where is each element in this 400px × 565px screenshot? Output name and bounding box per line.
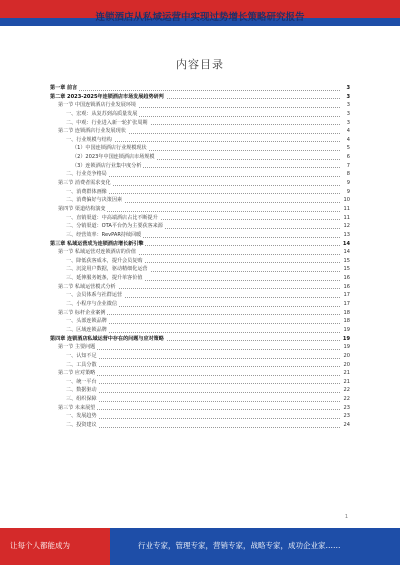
toc-entry-page: 11: [340, 214, 350, 223]
toc-entry-page: 23: [340, 404, 350, 413]
toc-entry[interactable]: [50, 395, 350, 404]
toc-entry-page: 13: [340, 231, 350, 240]
toc-entry-title: 第一节 中国连锁酒店行业发展环境: [50, 102, 138, 108]
toc-entry-page: 20: [340, 361, 350, 370]
toc-entry-page: 3: [340, 84, 350, 93]
toc-entry-page: 10: [340, 196, 350, 205]
toc-entry-page: 15: [340, 257, 350, 266]
toc-entry-title: 一、头部连锁品牌: [50, 318, 109, 324]
toc-entry[interactable]: [50, 153, 350, 162]
toc-entry-title: 第四节 渠道结构演变: [50, 206, 107, 212]
toc-entry-title: 第二节 连锁酒店行业发展现状: [50, 128, 128, 134]
toc-entry[interactable]: [50, 214, 350, 223]
toc-entry[interactable]: [50, 343, 350, 352]
toc-entry-page: 24: [340, 421, 350, 430]
toc-entry-title: 二、分销渠道：OTA平台仍为主要获客来源: [50, 223, 165, 229]
toc-entry[interactable]: [50, 257, 350, 266]
toc-entry[interactable]: [50, 93, 350, 102]
toc-entry-title: 二、沉淀用户数据，驱动精细化运营: [50, 266, 150, 272]
toc-entry-title: 第一节 私域运营对连锁酒店的价值: [50, 249, 138, 255]
toc-entry-page: 19: [340, 343, 350, 352]
toc-entry-title: 二、数据驱动: [50, 387, 99, 393]
toc-entry-page: 3: [340, 110, 350, 119]
toc-entry-title: （2）2023年中国连锁酒店市场规模: [50, 154, 156, 160]
toc-entry[interactable]: [50, 205, 350, 214]
toc-entry-title: 一、宏观：从复苏到高质量发展: [50, 111, 139, 117]
toc-entry-title: 第三章 私域运营成为连锁酒店增长新引擎: [50, 240, 144, 247]
toc-entry[interactable]: [50, 119, 350, 128]
footer-slogan-right: 行业专家，管理专家，营销专家，战略专家，成功企业家……: [138, 541, 341, 550]
toc-entry[interactable]: [50, 300, 350, 309]
toc-entry-page: 5: [340, 144, 350, 153]
toc-entry-page: 6: [340, 153, 350, 162]
toc-entry-title: 第三节 标杆企业案例: [50, 310, 107, 316]
toc-entry[interactable]: [50, 240, 350, 249]
toc-entry-title: 二、小程序与企业微信: [50, 301, 119, 307]
toc-entry-title: 第二章 2023-2025年连锁酒店市场发展趋势研判: [50, 93, 164, 100]
toc-entry[interactable]: [50, 326, 350, 335]
toc-entry-page: 4: [340, 136, 350, 145]
toc-entry[interactable]: [50, 144, 350, 153]
toc-entry[interactable]: [50, 335, 350, 344]
toc-entry-title: 一、发展趋势: [50, 413, 99, 419]
table-of-contents: [50, 84, 350, 430]
toc-entry-title: （1）中国连锁酒店行业规模现状: [50, 145, 149, 151]
toc-entry[interactable]: [50, 291, 350, 300]
toc-entry-title: 第四章 连锁酒店私域运营中存在的问题与应对策略: [50, 335, 164, 342]
toc-entry-title: 一、行业规模与结构: [50, 137, 114, 143]
toc-entry-page: 3: [340, 93, 350, 102]
toc-entry[interactable]: [50, 404, 350, 413]
toc-entry-page: 21: [340, 369, 350, 378]
toc-entry-page: 9: [340, 179, 350, 188]
toc-entry[interactable]: [50, 274, 350, 283]
toc-entry-title: 一、统一平台: [50, 379, 99, 385]
toc-entry-page: 8: [340, 170, 350, 179]
toc-entry-title: （3）连锁酒店行业集中度分析: [50, 163, 143, 169]
toc-entry-page: 18: [340, 317, 350, 326]
toc-entry-page: 22: [340, 386, 350, 395]
toc-entry[interactable]: [50, 309, 350, 318]
toc-entry-title: 第二节 私域运营模式分析: [50, 284, 118, 290]
toc-entry-page: 7: [340, 162, 350, 171]
toc-entry-page: 18: [340, 309, 350, 318]
toc-entry-title: 第二节 应对策略: [50, 370, 97, 376]
toc-entry[interactable]: [50, 386, 350, 395]
toc-entry-page: 19: [340, 335, 350, 344]
toc-entry[interactable]: [50, 352, 350, 361]
toc-entry-page: 22: [340, 395, 350, 404]
toc-entry[interactable]: [50, 162, 350, 171]
toc-entry[interactable]: [50, 283, 350, 292]
toc-entry-page: 12: [340, 222, 350, 231]
toc-entry-page: 3: [340, 119, 350, 128]
toc-entry-title: 二、工具分散: [50, 362, 99, 368]
toc-entry-page: 3: [340, 101, 350, 110]
toc-entry[interactable]: [50, 170, 350, 179]
toc-entry-title: 一、认知不足: [50, 353, 99, 359]
toc-entry-title: 第一章 前言: [50, 85, 78, 91]
toc-entry-title: 二、中观：行业进入新一轮扩张周期: [50, 120, 150, 126]
toc-entry[interactable]: [50, 378, 350, 387]
toc-entry-title: 二、投资建议: [50, 422, 99, 428]
toc-entry[interactable]: [50, 179, 350, 188]
toc-entry[interactable]: [50, 101, 350, 110]
toc-entry[interactable]: [50, 248, 350, 257]
document-title: 连锁酒店从私域运营中实现过势增长策略研究报告: [95, 12, 305, 23]
toc-dot-leader: [50, 90, 340, 91]
toc-entry[interactable]: [50, 369, 350, 378]
toc-entry[interactable]: [50, 265, 350, 274]
toc-entry-title: 二、行业竞争格局: [50, 171, 109, 177]
toc-entry[interactable]: [50, 188, 350, 197]
footer-slogan-left: 让每个人都能成为: [10, 541, 70, 550]
toc-entry-page: 21: [340, 378, 350, 387]
toc-entry-page: 4: [340, 127, 350, 136]
toc-entry[interactable]: [50, 136, 350, 145]
toc-heading: 内容目录: [176, 58, 224, 71]
toc-entry[interactable]: [50, 127, 350, 136]
toc-entry-title: 一、直销渠道：中高端酒店占比不断提升: [50, 215, 160, 221]
toc-entry-page: 16: [340, 283, 350, 292]
toc-entry-title: 一、降低获客成本，提升会员复购: [50, 258, 144, 264]
toc-entry-page: 17: [340, 300, 350, 309]
toc-entry-title: 三、延伸服务链条，提升单客价值: [50, 275, 144, 281]
toc-entry-page: 9: [340, 188, 350, 197]
toc-entry-title: 二、消费偏好与决策因素: [50, 197, 124, 203]
page-number: 1: [344, 514, 348, 520]
toc-entry-page: 23: [340, 412, 350, 421]
toc-entry[interactable]: [50, 231, 350, 240]
toc-entry[interactable]: [50, 317, 350, 326]
toc-entry[interactable]: [50, 412, 350, 421]
toc-entry[interactable]: [50, 196, 350, 205]
toc-entry-page: 15: [340, 265, 350, 274]
toc-entry-title: 第一节 主要问题: [50, 344, 97, 350]
toc-entry-page: 17: [340, 291, 350, 300]
toc-entry-page: 16: [340, 274, 350, 283]
toc-entry-page: 11: [340, 205, 350, 214]
toc-entry[interactable]: [50, 110, 350, 119]
toc-entry-page: 14: [340, 240, 350, 249]
toc-entry[interactable]: [50, 361, 350, 370]
toc-entry[interactable]: [50, 222, 350, 231]
toc-entry-title: 一、会员体系与社群运营: [50, 292, 124, 298]
toc-entry-title: 三、经营效率：RevPAR持续回暖: [50, 232, 143, 238]
toc-entry-title: 第三节 未来展望: [50, 405, 97, 411]
toc-entry-title: 三、组织保障: [50, 396, 99, 402]
toc-entry-title: 二、区域连锁品牌: [50, 327, 109, 333]
toc-entry[interactable]: [50, 421, 350, 430]
toc-entry[interactable]: [50, 84, 350, 93]
toc-entry-page: 19: [340, 326, 350, 335]
toc-entry-page: 14: [340, 248, 350, 257]
toc-entry-title: 第三节 消费者需求变化: [50, 180, 113, 186]
footer-band: [0, 528, 400, 565]
toc-entry-title: 一、消费群体画像: [50, 189, 109, 195]
toc-entry-page: 20: [340, 352, 350, 361]
